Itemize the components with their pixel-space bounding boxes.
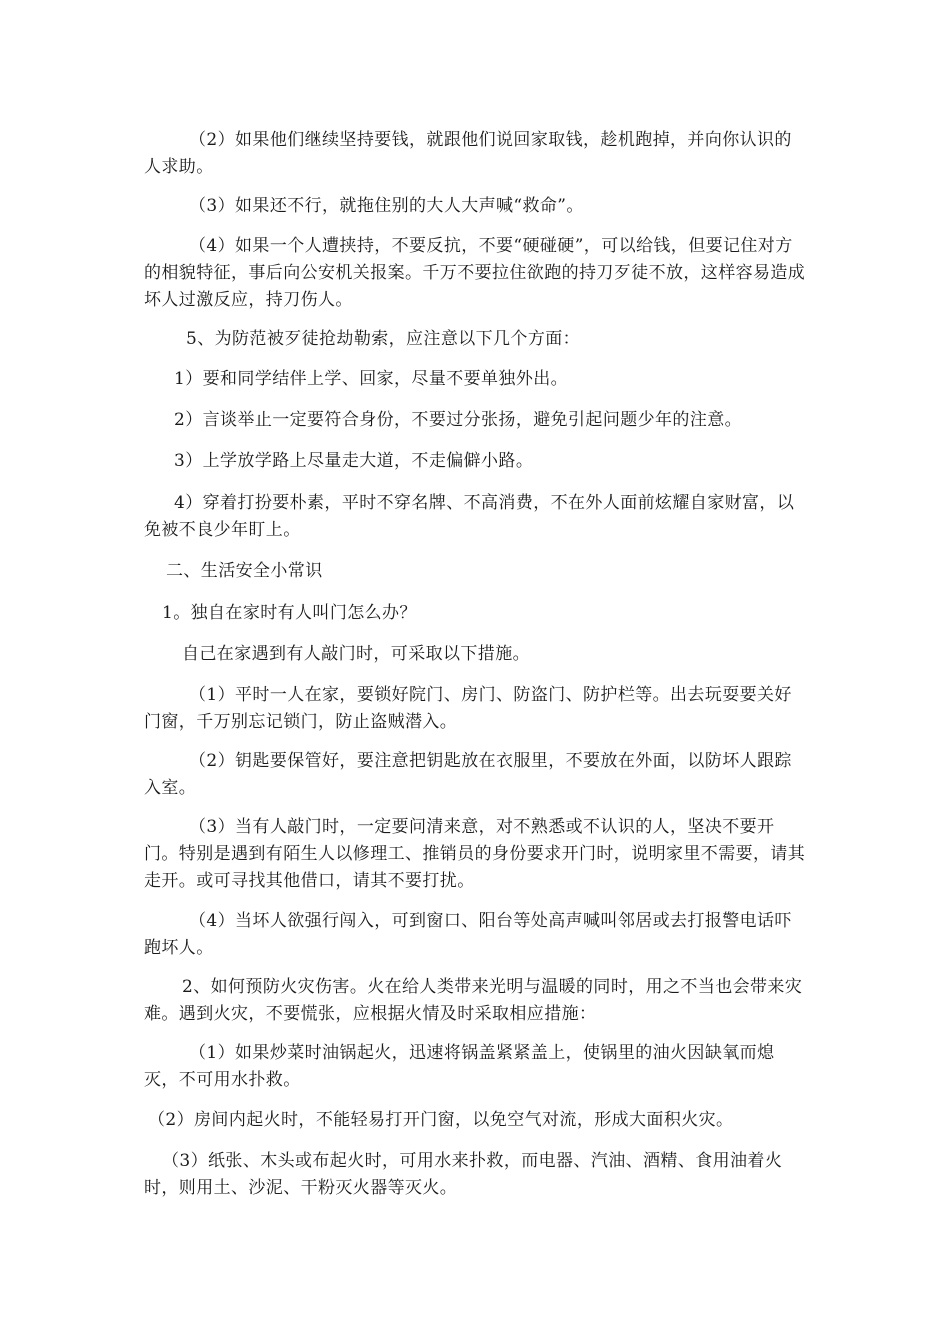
paragraph-forced-entry: （4）当坏人欲强行闯入，可到窗口、阳台等处高声喊叫邻居或去打报警电话吓跑坏人。 bbox=[144, 911, 792, 958]
paragraph-item-3: 3）上学放学路上尽量走大道，不走偏僻小路。 bbox=[174, 451, 534, 471]
paragraph-4-hostage: （4）如果一个人遭挟持，不要反抗，不要“硬碰硬”，可以给钱，但要记住对方的相貌特征，事后向公安机关报案。千万不要拉住欲跑的持刀歹徒不放，这样容易造成坏人过激反应，持刀伤人。 bbox=[144, 236, 806, 310]
paragraph-3-call-for-help: （3）如果还不行，就拖住别的大人大声喊“救命”。 bbox=[189, 196, 584, 216]
paragraph-item-2: 2）言谈举止一定要符合身份，不要过分张扬，避免引起问题少年的注意。 bbox=[174, 410, 743, 430]
paragraph-fire-prevention: 2、如何预防火灾伤害。火在给人类带来光明与温暖的同时，用之不当也会带来灾难。遇到火灾，不要慌张，应根据火情及时采取相应措施： bbox=[144, 977, 803, 1024]
paragraph-knocking: （3）当有人敲门时，一定要问清来意，对不熟悉或不认识的人，坚决不要开门。特别是遇到有陌生人以修理工、推销员的身份要求开门时，说明家里不需要，请其走开。或可寻找其他借口，请其不要打扰。 bbox=[144, 817, 806, 891]
paragraph-room-fire: （2）房间内起火时，不能轻易打开门窗，以免空气对流，形成大面积火灾。 bbox=[148, 1110, 734, 1130]
paragraph-item-1: 1）要和同学结伴上学、回家，尽量不要单独外出。 bbox=[174, 369, 569, 389]
paragraph-section-5-heading: 5、为防范被歹徒抢劫勒索，应注意以下几个方面： bbox=[186, 329, 581, 349]
paragraph-lock-doors: （1）平时一人在家，要锁好院门、房门、防盗门、防护栏等。出去玩耍要关好门窗，千万别忘记锁门，防止盗贼潜入。 bbox=[144, 685, 792, 732]
subheading-alone-at-home: 1。独自在家时有人叫门怎么办？ bbox=[162, 603, 417, 623]
section-heading-life-safety: 二、生活安全小常识 bbox=[166, 561, 323, 581]
paragraph-measures-intro: 自己在家遇到有人敲门时，可采取以下措施。 bbox=[182, 644, 530, 664]
paragraph-item-4: 4）穿着打扮要朴素，平时不穿名牌、不高消费，不在外人面前炫耀自家财富，以免被不良少年盯上。 bbox=[144, 493, 795, 540]
paragraph-paper-fire: （3）纸张、木头或布起火时，可用水来扑救，而电器、汽油、酒精、食用油着火时，则用土、沙泥、干粉灭火器等灭火。 bbox=[144, 1151, 783, 1198]
paragraph-oil-fire: （1）如果炒菜时油锅起火，迅速将锅盖紧紧盖上，使锅里的油火因缺氧而熄灭，不可用水扑救。 bbox=[144, 1043, 775, 1090]
paragraph-2-money-demand: （2）如果他们继续坚持要钱，就跟他们说回家取钱，趁机跑掉，并向你认识的人求助。 bbox=[144, 130, 792, 177]
paragraph-keys: （2）钥匙要保管好，要注意把钥匙放在衣服里，不要放在外面，以防坏人跟踪入室。 bbox=[144, 751, 792, 798]
